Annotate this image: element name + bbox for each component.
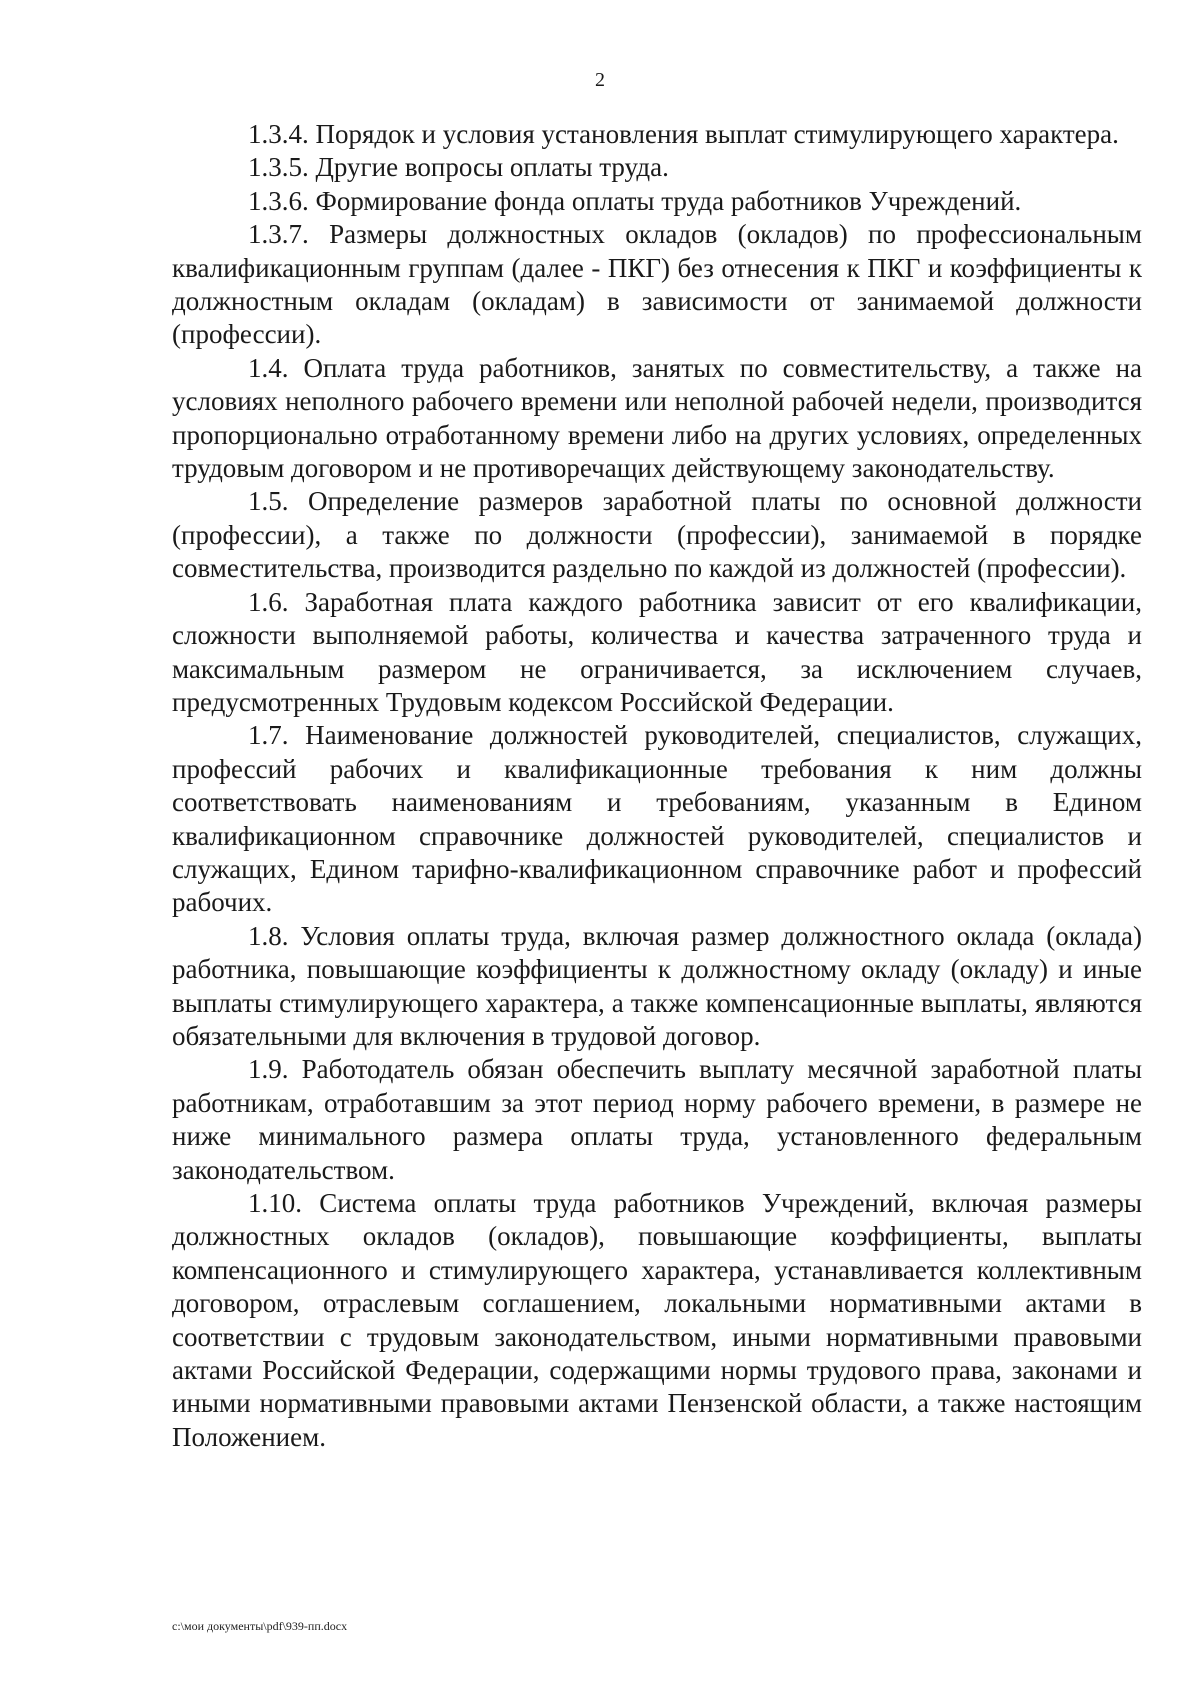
- paragraph-1-7: 1.7. Наименование должностей руководителей, специалистов, служащих, профессий рабочих и квалификационные требования к ним должны соответствовать наименованиям и требованиям, указанным в Едином квалификационном справочнике должностей руководителей, специалистов и служащих, Едином тарифно-квалификационном справочнике работ и профессий рабочих.: [172, 720, 1142, 918]
- paragraph-1-8: 1.8. Условия оплаты труда, включая размер должностного оклада (оклада) работника, повышающие коэффициенты к должностному окладу (окладу) и иные выплаты стимулирующего характера, а также компенсационные выплаты, являются обязательными для включения в трудовой договор.: [172, 920, 1142, 1051]
- paragraph-1-6: 1.6. Заработная плата каждого работника зависит от его квалификации, сложности выполняемой работы, количества и качества затраченного труда и максимальным размером не ограничивается, за исключением случаев, предусмотренных Трудовым кодексом Российской Федерации.: [172, 586, 1142, 717]
- paragraph-1-3-6: 1.3.6. Формирование фонда оплаты труда работников Учреждений.: [248, 185, 1022, 216]
- page-number: 2: [595, 69, 605, 91]
- footer-file-path: c:\мои документы\pdf\939-пп.docx: [172, 1619, 348, 1633]
- paragraph-1-10: 1.10. Система оплаты труда работников Учреждений, включая размеры должностных окладов (окладов), повышающие коэффициенты, выплаты компенсационного и стимулирующего характера, устанавливается коллективным договором, отраслевым соглашением, локальными нормативными актами в соответствии с трудовым законодательством, иными нормативными правовыми актами Российской Федерации, содержащими нормы трудового права, законами и иными нормативными правовыми актами Пензенской области, а также настоящим Положением.: [172, 1188, 1142, 1452]
- paragraph-1-9: 1.9. Работодатель обязан обеспечить выплату месячной заработной платы работникам, отработавшим за этот период норму рабочего времени, в размере не ниже минимального размера оплаты труда, установленного федеральным законодательством.: [172, 1054, 1142, 1185]
- document-body: [172, 118, 1142, 1454]
- paragraph-1-5: 1.5. Определение размеров заработной платы по основной должности (профессии), а также по должности (профессии), занимаемой в порядке совместительства, производится раздельно по каждой из должностей (профессии).: [172, 486, 1142, 584]
- paragraph-1-3-4: 1.3.4. Порядок и условия установления выплат стимулирующего характера.: [248, 119, 1119, 149]
- paragraph-1-4: 1.4. Оплата труда работников, занятых по совместительству, а также на условиях неполного рабочего времени или неполной рабочей недели, производится пропорционально отработанному времени либо на других условиях, определенных трудовым договором и не противоречащих действующему законодательству.: [172, 352, 1142, 484]
- paragraph-1-3-7: 1.3.7. Размеры должностных окладов (окладов) по профессиональным квалификационным группам (далее - ПКГ) без отнесения к ПКГ и коэффициенты к должностным окладам (окладам) в зависимости от занимаемой должности (профессии).: [172, 219, 1142, 350]
- paragraph-1-3-5: 1.3.5. Другие вопросы оплаты труда.: [248, 152, 669, 183]
